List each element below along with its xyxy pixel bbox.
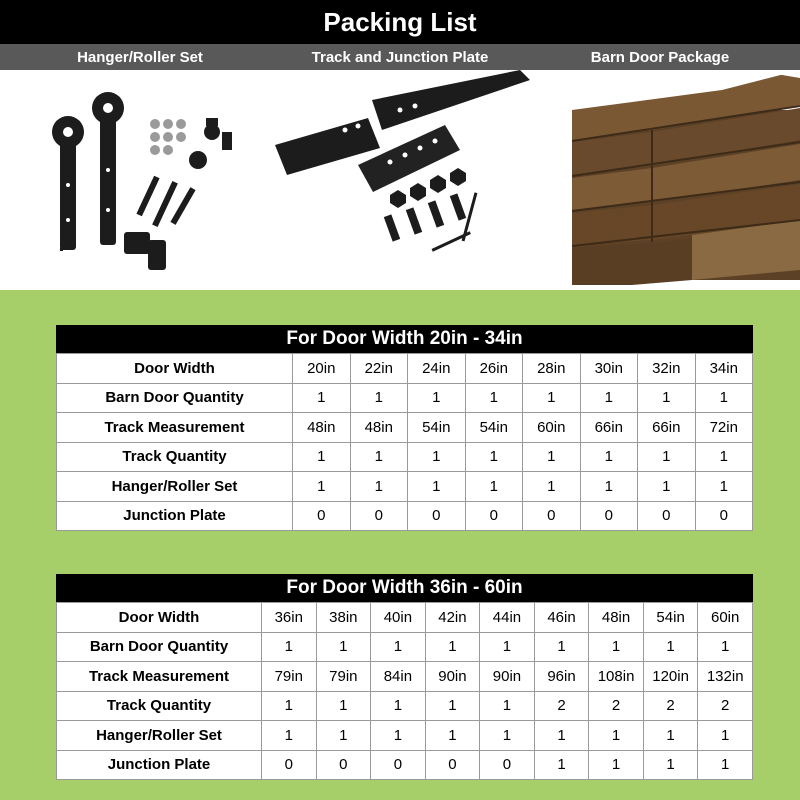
table-cell: 1 (350, 472, 408, 502)
track-junction-plate-image (270, 70, 530, 290)
table-cell: 1 (262, 632, 317, 662)
section-label-hanger-roller: Hanger/Roller Set (77, 48, 203, 66)
table-cell: 2 (698, 691, 753, 721)
table-cell: 1 (698, 750, 753, 780)
table-cell: 38in (316, 603, 371, 633)
table-cell: 1 (534, 632, 589, 662)
table-cell: 0 (262, 750, 317, 780)
table-cell: 1 (408, 472, 466, 502)
row-label: Door Width (57, 354, 293, 384)
table-cell: 1 (638, 472, 696, 502)
table-cell: 48in (293, 413, 351, 443)
table-cell: 1 (695, 383, 753, 413)
table-cell: 72in (695, 413, 753, 443)
table-title: For Door Width 36in - 60in (56, 574, 753, 602)
table-cell: 0 (580, 501, 638, 531)
table-cell: 1 (465, 442, 523, 472)
table-cell: 1 (408, 383, 466, 413)
table-row (57, 413, 753, 443)
table-cell: 1 (589, 721, 644, 751)
table-cell: 60in (523, 413, 581, 443)
table-cell: 108in (589, 662, 644, 692)
table-cell: 1 (534, 721, 589, 751)
table-36-60 (56, 574, 753, 780)
spec-table (56, 602, 753, 780)
table-cell: 1 (480, 632, 535, 662)
table-cell: 1 (408, 442, 466, 472)
table-row (57, 354, 753, 384)
table-cell: 0 (465, 501, 523, 531)
table-cell: 44in (480, 603, 535, 633)
table-cell: 1 (465, 383, 523, 413)
table-row (57, 472, 753, 502)
table-cell: 1 (262, 721, 317, 751)
table-cell: 1 (293, 442, 351, 472)
table-row (57, 383, 753, 413)
table-cell: 2 (643, 691, 698, 721)
table-row (57, 632, 753, 662)
table-cell: 0 (316, 750, 371, 780)
table-cell: 1 (643, 721, 698, 751)
table-cell: 1 (425, 691, 480, 721)
table-cell: 1 (589, 632, 644, 662)
table-cell: 1 (580, 383, 638, 413)
table-cell: 1 (523, 472, 581, 502)
table-cell: 1 (350, 442, 408, 472)
table-cell: 132in (698, 662, 753, 692)
barn-door-package-image (572, 70, 800, 290)
table-cell: 2 (534, 691, 589, 721)
table-cell: 2 (589, 691, 644, 721)
row-label: Barn Door Quantity (57, 383, 293, 413)
table-cell: 1 (523, 442, 581, 472)
table-cell: 1 (695, 442, 753, 472)
table-cell: 30in (580, 354, 638, 384)
table-cell: 79in (262, 662, 317, 692)
hanger-roller-set-image (40, 70, 270, 290)
table-cell: 66in (638, 413, 696, 443)
table-row (57, 662, 753, 692)
table-cell: 1 (316, 691, 371, 721)
table-cell: 1 (316, 721, 371, 751)
row-label: Track Quantity (57, 691, 262, 721)
table-cell: 1 (480, 691, 535, 721)
table-cell: 84in (371, 662, 426, 692)
table-cell: 22in (350, 354, 408, 384)
table-cell: 0 (425, 750, 480, 780)
table-cell: 1 (371, 632, 426, 662)
table-cell: 1 (425, 721, 480, 751)
table-cell: 1 (580, 472, 638, 502)
row-label: Track Measurement (57, 413, 293, 443)
table-cell: 28in (523, 354, 581, 384)
table-cell: 20in (293, 354, 351, 384)
page-title: Packing List (0, 0, 800, 44)
row-label: Hanger/Roller Set (57, 472, 293, 502)
table-cell: 54in (465, 413, 523, 443)
table-cell: 34in (695, 354, 753, 384)
table-cell: 120in (643, 662, 698, 692)
table-row (57, 691, 753, 721)
table-cell: 1 (350, 383, 408, 413)
table-cell: 0 (695, 501, 753, 531)
table-cell: 1 (698, 721, 753, 751)
table-cell: 60in (698, 603, 753, 633)
table-row (57, 501, 753, 531)
section-label-track-junction: Track and Junction Plate (311, 48, 489, 66)
table-cell: 90in (425, 662, 480, 692)
row-label: Door Width (57, 603, 262, 633)
row-label: Track Quantity (57, 442, 293, 472)
row-label: Junction Plate (57, 501, 293, 531)
table-row (57, 442, 753, 472)
table-row (57, 721, 753, 751)
table-cell: 0 (350, 501, 408, 531)
table-cell: 26in (465, 354, 523, 384)
table-cell: 1 (580, 442, 638, 472)
table-cell: 1 (638, 383, 696, 413)
table-cell: 0 (480, 750, 535, 780)
table-cell: 24in (408, 354, 466, 384)
table-cell: 54in (643, 603, 698, 633)
table-cell: 1 (465, 472, 523, 502)
table-cell: 1 (480, 721, 535, 751)
row-label: Track Measurement (57, 662, 262, 692)
table-row (57, 603, 753, 633)
row-label: Junction Plate (57, 750, 262, 780)
table-cell: 66in (580, 413, 638, 443)
table-cell: 1 (638, 442, 696, 472)
table-cell: 1 (523, 383, 581, 413)
spec-table (56, 353, 753, 531)
table-cell: 1 (371, 691, 426, 721)
table-cell: 1 (316, 632, 371, 662)
table-cell: 0 (293, 501, 351, 531)
table-cell: 54in (408, 413, 466, 443)
product-photos (0, 70, 800, 290)
table-cell: 90in (480, 662, 535, 692)
table-cell: 1 (293, 472, 351, 502)
table-cell: 0 (408, 501, 466, 531)
table-cell: 1 (589, 750, 644, 780)
table-cell: 40in (371, 603, 426, 633)
table-cell: 0 (523, 501, 581, 531)
table-cell: 1 (293, 383, 351, 413)
table-row (57, 750, 753, 780)
table-cell: 1 (643, 750, 698, 780)
section-label-barn-door: Barn Door Package (590, 48, 730, 66)
table-cell: 48in (589, 603, 644, 633)
section-labels (0, 44, 800, 70)
table-cell: 36in (262, 603, 317, 633)
table-cell: 1 (534, 750, 589, 780)
table-cell: 1 (698, 632, 753, 662)
table-cell: 1 (643, 632, 698, 662)
table-cell: 96in (534, 662, 589, 692)
table-cell: 42in (425, 603, 480, 633)
table-cell: 1 (371, 721, 426, 751)
row-label: Hanger/Roller Set (57, 721, 262, 751)
table-20-34 (56, 325, 753, 531)
row-label: Barn Door Quantity (57, 632, 262, 662)
table-cell: 0 (371, 750, 426, 780)
table-cell: 79in (316, 662, 371, 692)
table-cell: 1 (695, 472, 753, 502)
table-cell: 32in (638, 354, 696, 384)
table-cell: 48in (350, 413, 408, 443)
table-cell: 1 (425, 632, 480, 662)
table-cell: 46in (534, 603, 589, 633)
table-title: For Door Width 20in - 34in (56, 325, 753, 353)
table-cell: 0 (638, 501, 696, 531)
table-cell: 1 (262, 691, 317, 721)
